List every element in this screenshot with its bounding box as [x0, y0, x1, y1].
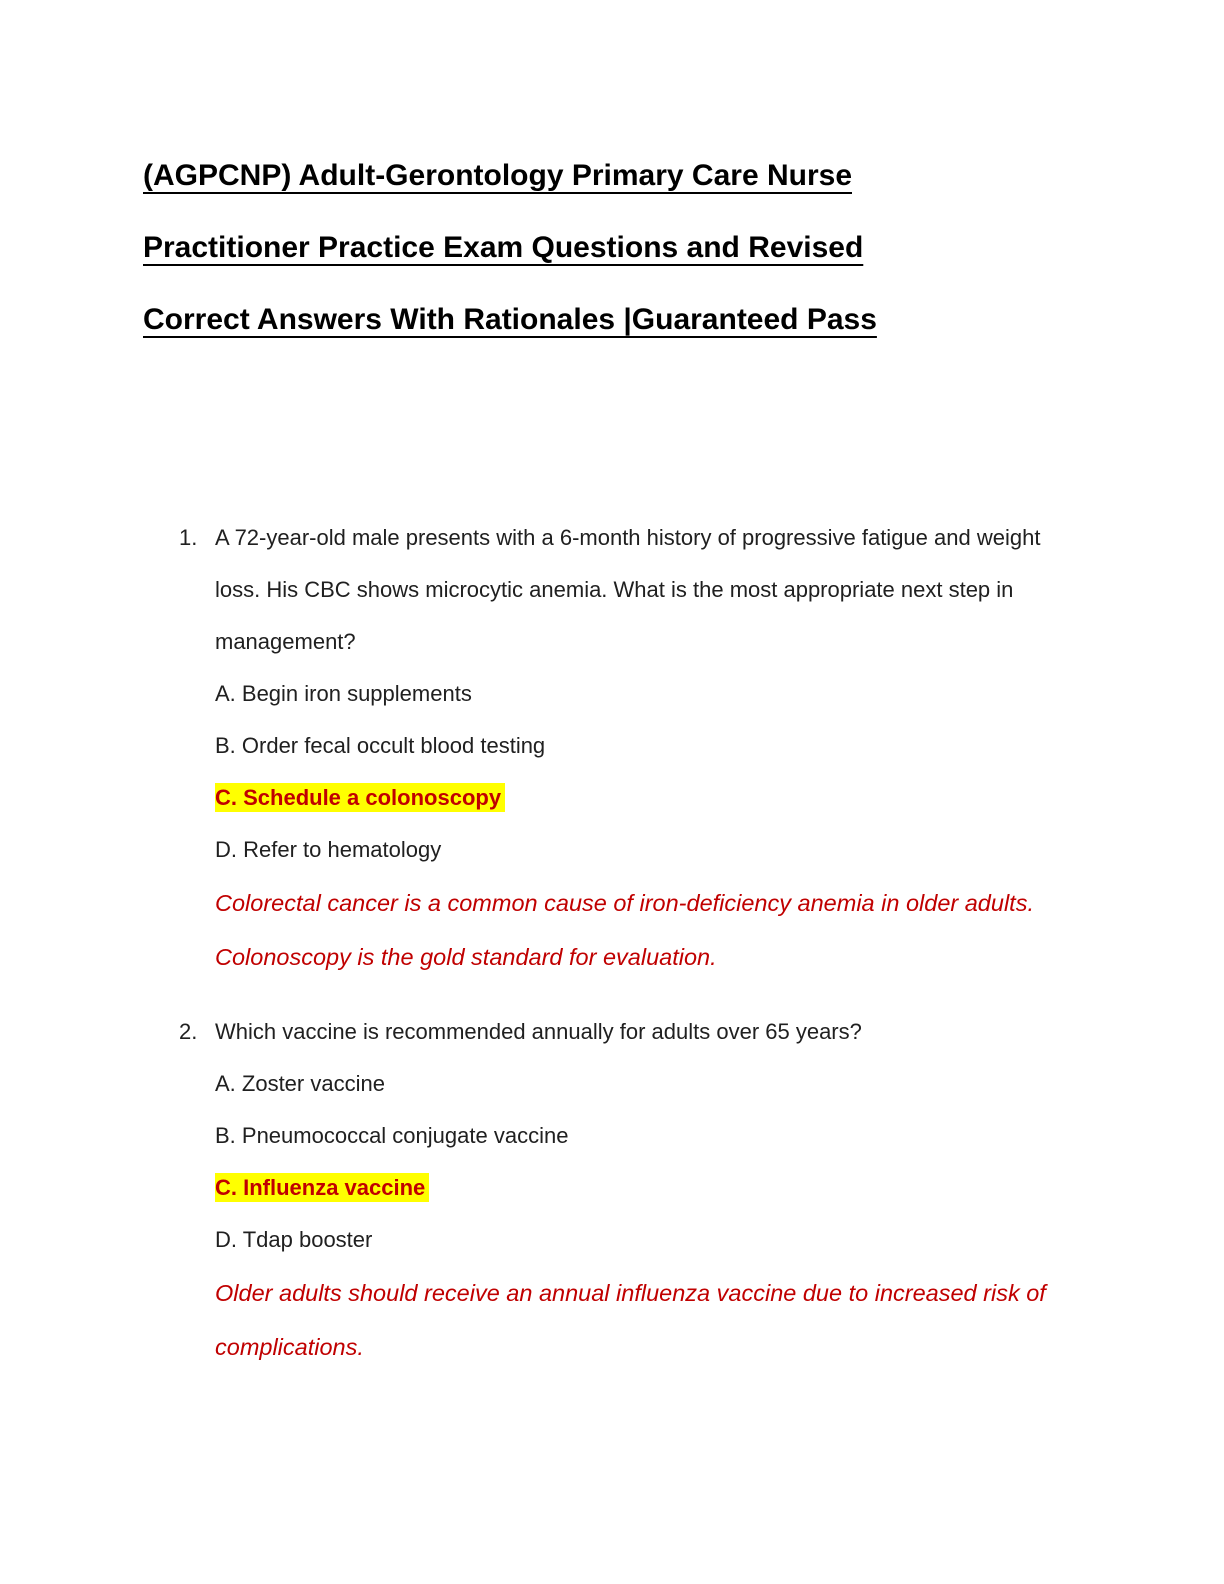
- rationale-text: Older adults should receive an annual influenza vaccine due to increased risk of complications.: [215, 1280, 1046, 1360]
- highlighted-correct-answer: C. Schedule a colonoscopy: [215, 783, 505, 812]
- answer-option-d: [215, 1214, 1060, 1266]
- rationale-text: Colorectal cancer is a common cause of iron-deficiency anemia in older adults. Colonoscopy is the gold standard for evaluation.: [215, 890, 1034, 970]
- answer-option-text: A. Begin iron supplements: [215, 681, 472, 706]
- answer-option-text: A. Zoster vaccine: [215, 1071, 385, 1096]
- title-line-2: Practitioner Practice Exam Questions and Revised: [143, 231, 864, 264]
- answer-option-c-correct: [215, 1162, 1060, 1214]
- answer-option-text: D. Tdap booster: [215, 1227, 373, 1252]
- question-number: 2.: [179, 1019, 198, 1044]
- question-block-1: [179, 512, 1060, 984]
- question-number: 1.: [179, 525, 198, 550]
- document-title: [143, 140, 1063, 356]
- answer-option-a: [215, 1058, 1060, 1110]
- title-line-1: (AGPCNP) Adult-Gerontology Primary Care Nurse: [143, 159, 852, 192]
- answer-option-a: [215, 668, 1060, 720]
- answer-option-b: [215, 1110, 1060, 1162]
- question-text: A 72-year-old male presents with a 6-month history of progressive fatigue and weight loss. His CBC shows microcytic anemia. What is the most appropriate next step in management?: [215, 525, 1041, 654]
- answer-option-b: [215, 720, 1060, 772]
- answer-option-text: B. Pneumococcal conjugate vaccine: [215, 1123, 569, 1148]
- question-text: Which vaccine is recommended annually for adults over 65 years?: [215, 1019, 862, 1044]
- answer-option-d: [215, 824, 1060, 876]
- answer-option-text: B. Order fecal occult blood testing: [215, 733, 546, 758]
- highlighted-correct-answer: C. Influenza vaccine: [215, 1173, 429, 1202]
- answer-option-text: D. Refer to hematology: [215, 837, 442, 862]
- question-list: [179, 512, 1060, 1396]
- answer-option-c-correct: [215, 772, 1060, 824]
- title-line-3: Correct Answers With Rationales |Guaranteed Pass: [143, 303, 877, 336]
- question-block-2: [179, 1006, 1060, 1374]
